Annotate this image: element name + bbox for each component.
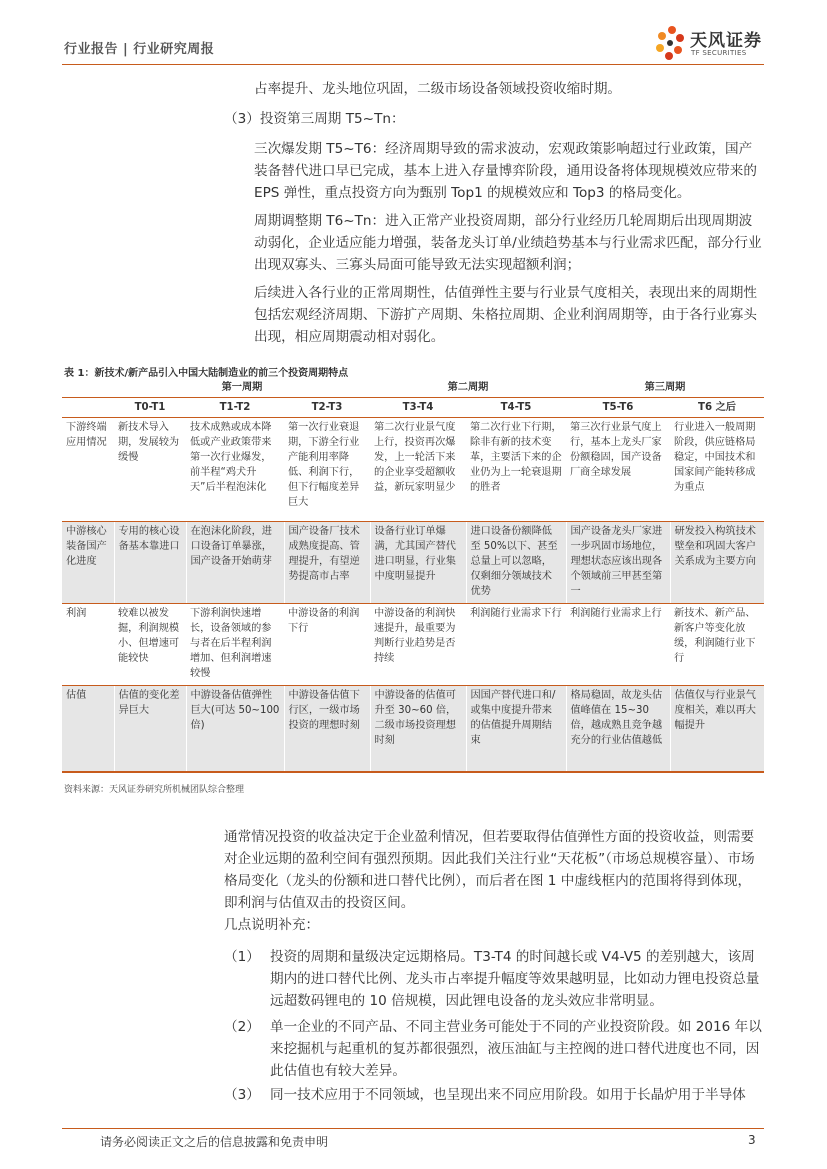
page-number: 3	[748, 1133, 756, 1147]
column-header: T3-T4	[370, 398, 466, 418]
column-header: T2-T3	[284, 398, 370, 418]
table-cell: 估值仅与行业景气度相关，难以再大幅提升	[670, 686, 764, 772]
note-number: （3）	[224, 1087, 260, 1103]
column-header: T4-T5	[466, 398, 566, 418]
column-header: T5-T6	[566, 398, 670, 418]
paragraph-burst-period: 三次爆发期 T5~T6：经济周期导致的需求波动，宏观政策影响超过行业政策，国产装备替代进口早已完成，基本上进入存量博弈阶段，通用设备将体现规模效应带来的 EPS 弹性，重点投资方向为甄别 Top1 的规模效应和 Top3 的格局变化。	[254, 141, 757, 201]
cycle3-title: 投资第三周期 T5~Tn：	[259, 111, 405, 127]
column-header: T1-T2	[186, 398, 284, 418]
table-cell: 新技术导入期，发展较为缓慢	[114, 418, 186, 522]
table-row-valuation	[62, 686, 764, 772]
table-cell: 中游设备估值下行区，一级市场投资的理想时刻	[284, 686, 370, 772]
footer-disclaimer: 请务必阅读正文之后的信息披露和免责申明	[100, 1135, 329, 1149]
table-cell: 研发投入构筑技术壁垒和巩固大客户关系成为主要方向	[670, 522, 764, 604]
investment-cycle-table	[62, 378, 764, 773]
footer-divider	[62, 1128, 764, 1129]
table-cell: 利润随行业需求下行	[466, 604, 566, 686]
table-source: 资料来源：天风证券研究所机械团队综合整理	[64, 785, 245, 795]
table-title: 表 1：新技术/新产品引入中国大陆制造业的前三个投资周期特点	[64, 368, 349, 379]
report-category: 行业报告 | 行业研究周报	[64, 42, 215, 57]
table-cell: 设备行业订单爆满，尤其国产替代进口明显，行业集中度明显提升	[370, 522, 466, 604]
column-header: T0-T1	[114, 398, 186, 418]
table-cell: 技术成熟或成本降低或产业政策带来第一次行业爆发，前半程“鸡犬升天”后半程泡沫化	[186, 418, 284, 522]
logo-flower-icon	[650, 24, 690, 64]
paragraph-adjustment-period: 周期调整期 T6~Tn：进入正常产业投资周期，部分行业经历几轮周期后出现周期波动弱化，企业适应能力增强，装备龙头订单/业绩趋势基本与行业需求匹配，部分行业出现双寡头、三寡头局面可能导致无法实现超额利润；	[254, 213, 762, 273]
table-row-downstream	[62, 418, 764, 522]
note-text: 单一企业的不同产品、不同主营业务可能处于不同的产业投资阶段。如 2016 年以来挖掘机与起重机的复苏都很强烈，液压油缸与主控阀的进口替代进度也不同，因此估值也有较大差异。	[270, 1019, 762, 1079]
table-cell: 国产设备龙头厂家进一步巩固市场地位，理想状态应该出现各个领域前三甲甚至第一	[566, 522, 670, 604]
note-text: 同一技术应用于不同领域，也呈现出来不同应用阶段。如用于长晶炉用于半导体	[270, 1087, 746, 1103]
table-cell: 中游设备的估值可升至 30~60 倍，二级市场投资理想时刻	[370, 686, 466, 772]
note-text: 投资的周期和量级决定远期格局。T3-T4 的时间越长或 V4-V5 的差别越大，该周期内的进口替代比例、龙头市占率提升幅度等效果越明显，比如动力锂电投资总量远超数码锂电的 10 倍规模，因此锂电设备的龙头效应非常明显。	[270, 949, 760, 1009]
table-cell: 国产设备厂技术成熟度提高、管理提升，有望逆势提高市占率	[284, 522, 370, 604]
row-label: 下游终端应用情况	[62, 418, 114, 522]
table-cell: 较难以被发掘，利润规模小、但增速可能较快	[114, 604, 186, 686]
table-cell: 中游设备估值弹性巨大(可达 50~100 倍)	[186, 686, 284, 772]
notes-heading: 几点说明补充：	[224, 917, 320, 933]
table-cell: 新技术、新产品、新客户等变化放缓，利润随行业下行	[670, 604, 764, 686]
header-divider	[62, 64, 764, 65]
table-cell: 下游利润快速增长，设备领域的参与者在后半程利润增加、但利润增速较慢	[186, 604, 284, 686]
table-row-profit	[62, 604, 764, 686]
paragraph-valuation-logic: 通常情况投资的收益决定于企业盈利情况，但若要取得估值弹性方面的投资收益，则需要对企业远期的盈利空间有强烈预期。因此我们关注行业“天花板”（市场总规模容量）、市场格局变化（龙头的份额和进口替代比例），而后者在图 1 中虚线框内的范围将得到体现，即利润与估值双击的投资区间。	[224, 829, 755, 911]
table-cell: 中游设备的利润快速提升，最重要为判断行业趋势是否持续	[370, 604, 466, 686]
table-cell: 利润随行业需求上行	[566, 604, 670, 686]
row-label: 利润	[62, 604, 114, 686]
carryover-line: 占率提升、龙头地位巩固，二级市场设备领域投资收缩时期。	[254, 81, 622, 97]
logo-text-en: TF SECURITIES	[691, 49, 747, 57]
note-number: （1）	[224, 949, 260, 965]
table-cell: 因国产替代进口和/或集中度提升带来的估值提升周期结束	[466, 686, 566, 772]
row-label: 中游核心装备国产化进度	[62, 522, 114, 604]
column-spacer	[62, 398, 114, 418]
row-label: 估值	[62, 686, 114, 772]
group-cycle-3: 第三周期	[566, 378, 764, 398]
table-cell: 第二次行业景气度上行，投资再次爆发，上一轮活下来的企业享受超额收益，新玩家明显少	[370, 418, 466, 522]
table-cell: 在泡沫化阶段，进口设备订单暴涨，国产设备开始萌芽	[186, 522, 284, 604]
note-number: （2）	[224, 1019, 260, 1035]
column-header: T6 之后	[670, 398, 764, 418]
table-cell: 第三次行业景气度上行，基本上龙头厂家份额稳固，国产设备厂商全球发展	[566, 418, 670, 522]
table-cell: 进口设备份额降低至 50%以下、甚至总量上可以忽略，仅剩细分领域技术优势	[466, 522, 566, 604]
company-logo	[650, 24, 770, 64]
paragraph-normal-cycle: 后续进入各行业的正常周期性，估值弹性主要与行业景气度相关，表现出来的周期性包括宏观经济周期、下游扩产周期、朱格拉周期、企业利润周期等，由于各行业寡头出现，相应周期震动相对弱化。	[254, 285, 757, 345]
group-spacer	[62, 378, 114, 398]
table-cell: 行业进入一般周期阶段，供应链格局稳定，中国技术和国家间产能转移成为重点	[670, 418, 764, 522]
logo-text-cn: 天风证券	[690, 31, 762, 51]
group-cycle-2: 第二周期	[370, 378, 566, 398]
group-cycle-1: 第一周期	[114, 378, 370, 398]
cycle3-heading	[224, 108, 764, 130]
table-row-midstream	[62, 522, 764, 604]
table-cell: 估值的变化差异巨大	[114, 686, 186, 772]
table-cell: 格局稳固，故龙头估值峰值在 15~30 倍，越成熟且竞争越充分的行业估值越低	[566, 686, 670, 772]
table-cell: 专用的核心设备基本靠进口	[114, 522, 186, 604]
table-column-header-row	[62, 398, 764, 418]
table-cell: 中游设备的利润下行	[284, 604, 370, 686]
table-cell: 第二次行业下行期，除非有新的技术变革，主要活下来的企业仍为上一轮衰退期的胜者	[466, 418, 566, 522]
table-cell: 第一次行业衰退期，下游全行业产能利用率降低、利润下行，但下行幅度差异巨大	[284, 418, 370, 522]
table-group-header-row	[62, 378, 764, 398]
cycle3-number: （3）	[224, 111, 260, 127]
